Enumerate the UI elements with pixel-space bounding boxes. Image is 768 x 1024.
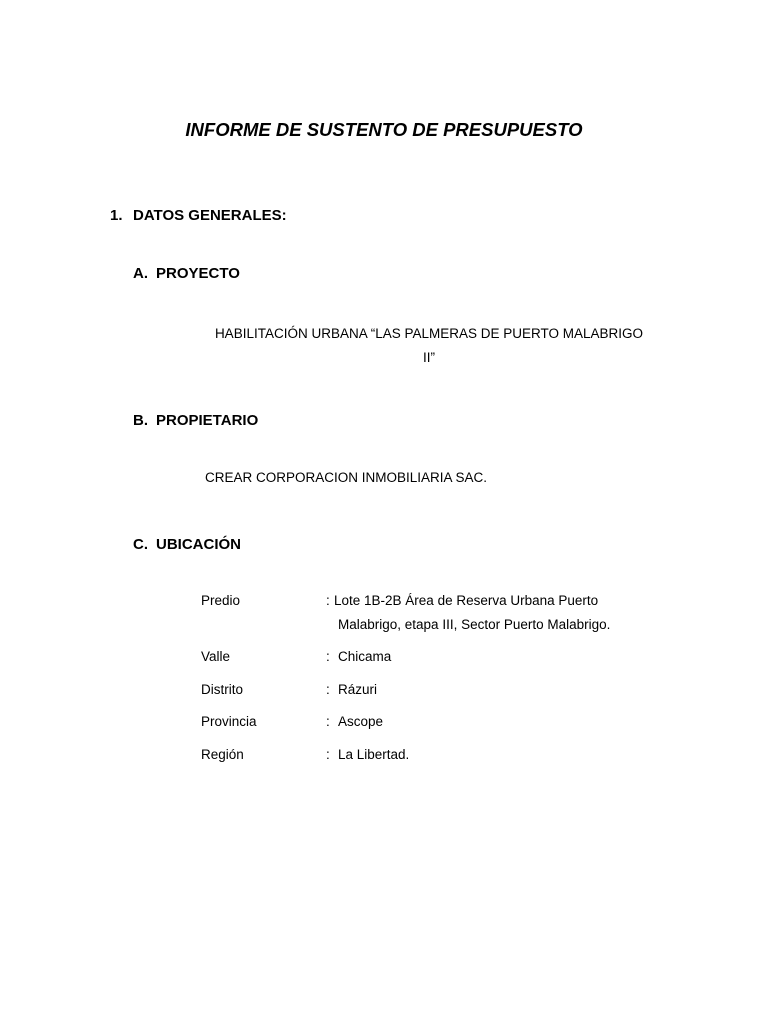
predio-value-line-1: Lote 1B-2B Área de Reserva Urbana Puerto [334,593,599,608]
valle-value: Chicama [338,649,392,664]
predio-value-line-2: Malabrigo, etapa III, Sector Puerto Malabrigo. [338,617,611,632]
subsection-c-heading: UBICACIÓN [156,536,241,553]
valle-colon: : [326,649,330,664]
region-value: La Libertad. [338,747,410,762]
provincia-colon: : [326,714,330,729]
subsection-c-letter: C. [133,536,148,553]
project-name [200,322,658,370]
region-colon: : [326,747,330,762]
provincia-value: Ascope [338,714,384,729]
subsection-a-letter: A. [133,265,148,282]
region-label: Región [201,747,244,762]
section-1-number: 1. [110,207,123,224]
subsection-a-heading: PROYECTO [156,265,240,282]
distrito-label: Distrito [201,682,244,697]
document-title: INFORME DE SUSTENTO DE PRESUPUESTO [185,119,583,140]
predio-colon: : [326,593,330,608]
project-name-line-2: II” [423,350,435,365]
project-name-line-1: HABILITACIÓN URBANA “LAS PALMERAS DE PUERTO MALABRIGO [214,326,644,341]
owner-name: CREAR CORPORACION INMOBILIARIA SAC. [205,470,488,485]
distrito-colon: : [326,682,330,697]
subsection-b-letter: B. [133,412,148,429]
predio-label: Predio [201,593,241,608]
valle-label: Valle [201,649,231,664]
subsection-b-heading: PROPIETARIO [156,412,259,429]
section-1-heading: DATOS GENERALES: [133,207,287,224]
provincia-label: Provincia [201,714,257,729]
distrito-value: Rázuri [338,682,378,697]
